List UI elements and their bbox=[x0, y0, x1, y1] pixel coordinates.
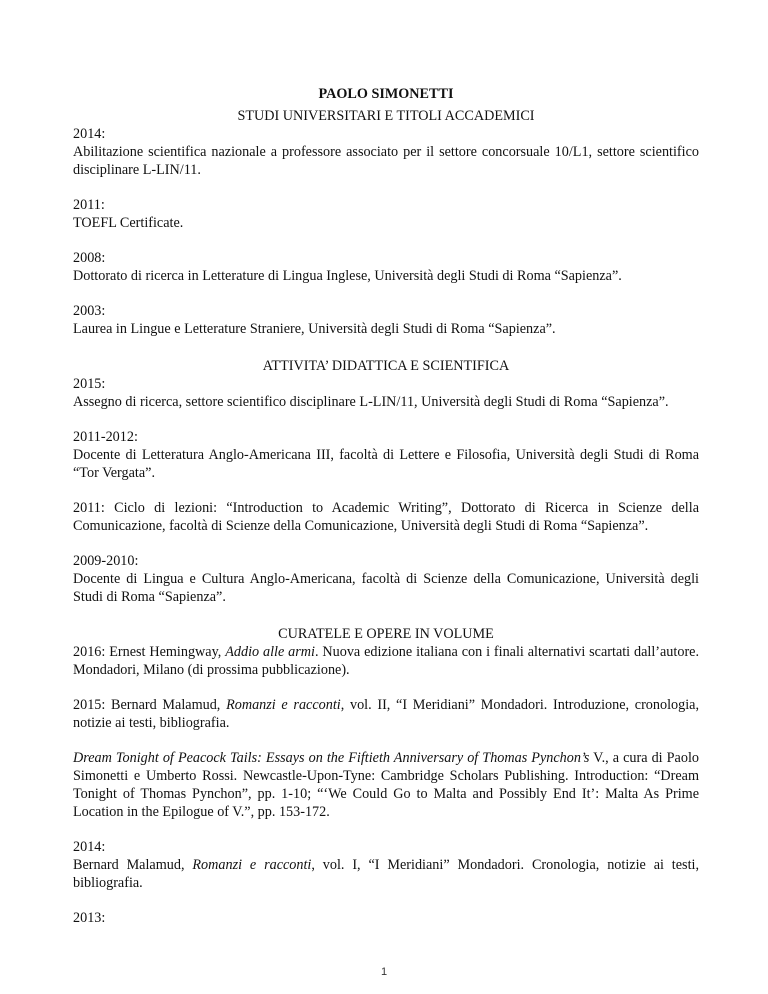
entry bbox=[73, 749, 699, 821]
entry bbox=[73, 196, 699, 232]
book-title: Dream Tonight of Peacock Tails: Essays on the Fiftieth Anniversary of Thomas Pynchon’s bbox=[73, 750, 590, 766]
entry-text: Laurea in Lingue e Letterature Straniere, Università degli Studi di Roma “Sapienza”. bbox=[73, 321, 556, 337]
entry-text bbox=[73, 696, 699, 732]
entry-text-post: , vol. I, “I Meridiani” Mondadori. Cronologia, notizie ai testi, bibliografia. bbox=[73, 857, 699, 891]
entry-year: 2003: bbox=[73, 303, 106, 319]
entry-text-pre: Bernard Malamud, bbox=[73, 857, 193, 873]
book-title: Romanzi e racconti bbox=[192, 857, 312, 873]
entry bbox=[73, 249, 699, 285]
entry-text bbox=[73, 856, 699, 892]
entry-text: Assegno di ricerca, settore scientifico disciplinare L-LIN/11, Università degli Studi di Roma “Sapienza”. bbox=[73, 394, 669, 410]
section-title-curatele: CURATELE E OPERE IN VOLUME bbox=[278, 626, 494, 642]
entry-text bbox=[73, 643, 699, 679]
entry-text-pre: 2016: Ernest Hemingway, bbox=[73, 644, 226, 660]
entry bbox=[73, 909, 699, 927]
entry-text: Docente di Lingua e Cultura Anglo-Americana, facoltà di Scienze della Comunicazione, Università degli Studi di Roma “Sapienza”. bbox=[73, 571, 699, 605]
entry-text: 2011: Ciclo di lezioni: “Introduction to Academic Writing”, Dottorato di Ricerca in Scienze della Comunicazione, facoltà di Scienze della Comunicazione, Università degli Studi di Roma “Sapienza”. bbox=[73, 500, 699, 534]
entry bbox=[73, 428, 699, 482]
document-body bbox=[73, 85, 699, 944]
entry bbox=[73, 302, 699, 338]
entry bbox=[73, 643, 699, 679]
entry-text-post: , vol. II, “I Meridiani” Mondadori. Introduzione, cronologia, notizie ai testi, bibliografia. bbox=[73, 697, 699, 731]
entry bbox=[73, 696, 699, 732]
entry-text-pre: 2015: Bernard Malamud, bbox=[73, 697, 227, 713]
book-title: Addio alle armi bbox=[225, 644, 315, 660]
entry-year: 2009-2010: bbox=[73, 553, 139, 569]
author-name: PAOLO SIMONETTI bbox=[318, 86, 454, 102]
entry-text bbox=[73, 749, 699, 821]
entry-text-post: . Nuova edizione italiana con i finali alternativi scartati dall’autore. Mondadori, Milano (di prossima pubblicazione). bbox=[73, 644, 700, 678]
entry-year: 2014: bbox=[73, 839, 106, 855]
entry-text-post: V., a cura di Paolo Simonetti e Umberto Rossi. Newcastle-Upon-Tyne: Cambridge Scholars Publishing. Introduction: “Dream Tonight of Thomas Pynchon”, pp. 1-10; “‘We Could Go to Malta and Possibly End It’: Malta As Prime Location in the Epilogue of V.”, pp. 153-172. bbox=[73, 750, 699, 820]
entry-year: 2015: bbox=[73, 376, 106, 392]
entry-year: 2014: bbox=[73, 126, 106, 142]
entry bbox=[73, 125, 699, 179]
entry-year: 2011: bbox=[73, 197, 105, 213]
entry bbox=[73, 375, 699, 411]
page-number: 1 bbox=[380, 966, 388, 978]
book-title: Romanzi e racconti bbox=[226, 697, 341, 713]
section-title-attivita: ATTIVITA’ DIDATTICA E SCIENTIFICA bbox=[262, 358, 510, 374]
entry-year: 2008: bbox=[73, 250, 106, 266]
entry-text: Dottorato di ricerca in Letterature di Lingua Inglese, Università degli Studi di Roma “Sapienza”. bbox=[73, 268, 622, 284]
section-title-studi: STUDI UNIVERSITARI E TITOLI ACCADEMICI bbox=[237, 108, 535, 124]
entry-text: Abilitazione scientifica nazionale a professore associato per il settore concorsuale 10/L1, settore scientifico disciplinare L-LIN/11. bbox=[73, 144, 699, 178]
entry bbox=[73, 499, 699, 535]
entry-text: Docente di Letteratura Anglo-Americana III, facoltà di Lettere e Filosofia, Università degli Studi di Roma “Tor Vergata”. bbox=[73, 447, 699, 481]
entry bbox=[73, 838, 699, 892]
entry-year: 2011-2012: bbox=[73, 429, 138, 445]
entry-text: TOEFL Certificate. bbox=[73, 215, 184, 231]
entry bbox=[73, 552, 699, 606]
entry-year: 2013: bbox=[73, 910, 106, 926]
